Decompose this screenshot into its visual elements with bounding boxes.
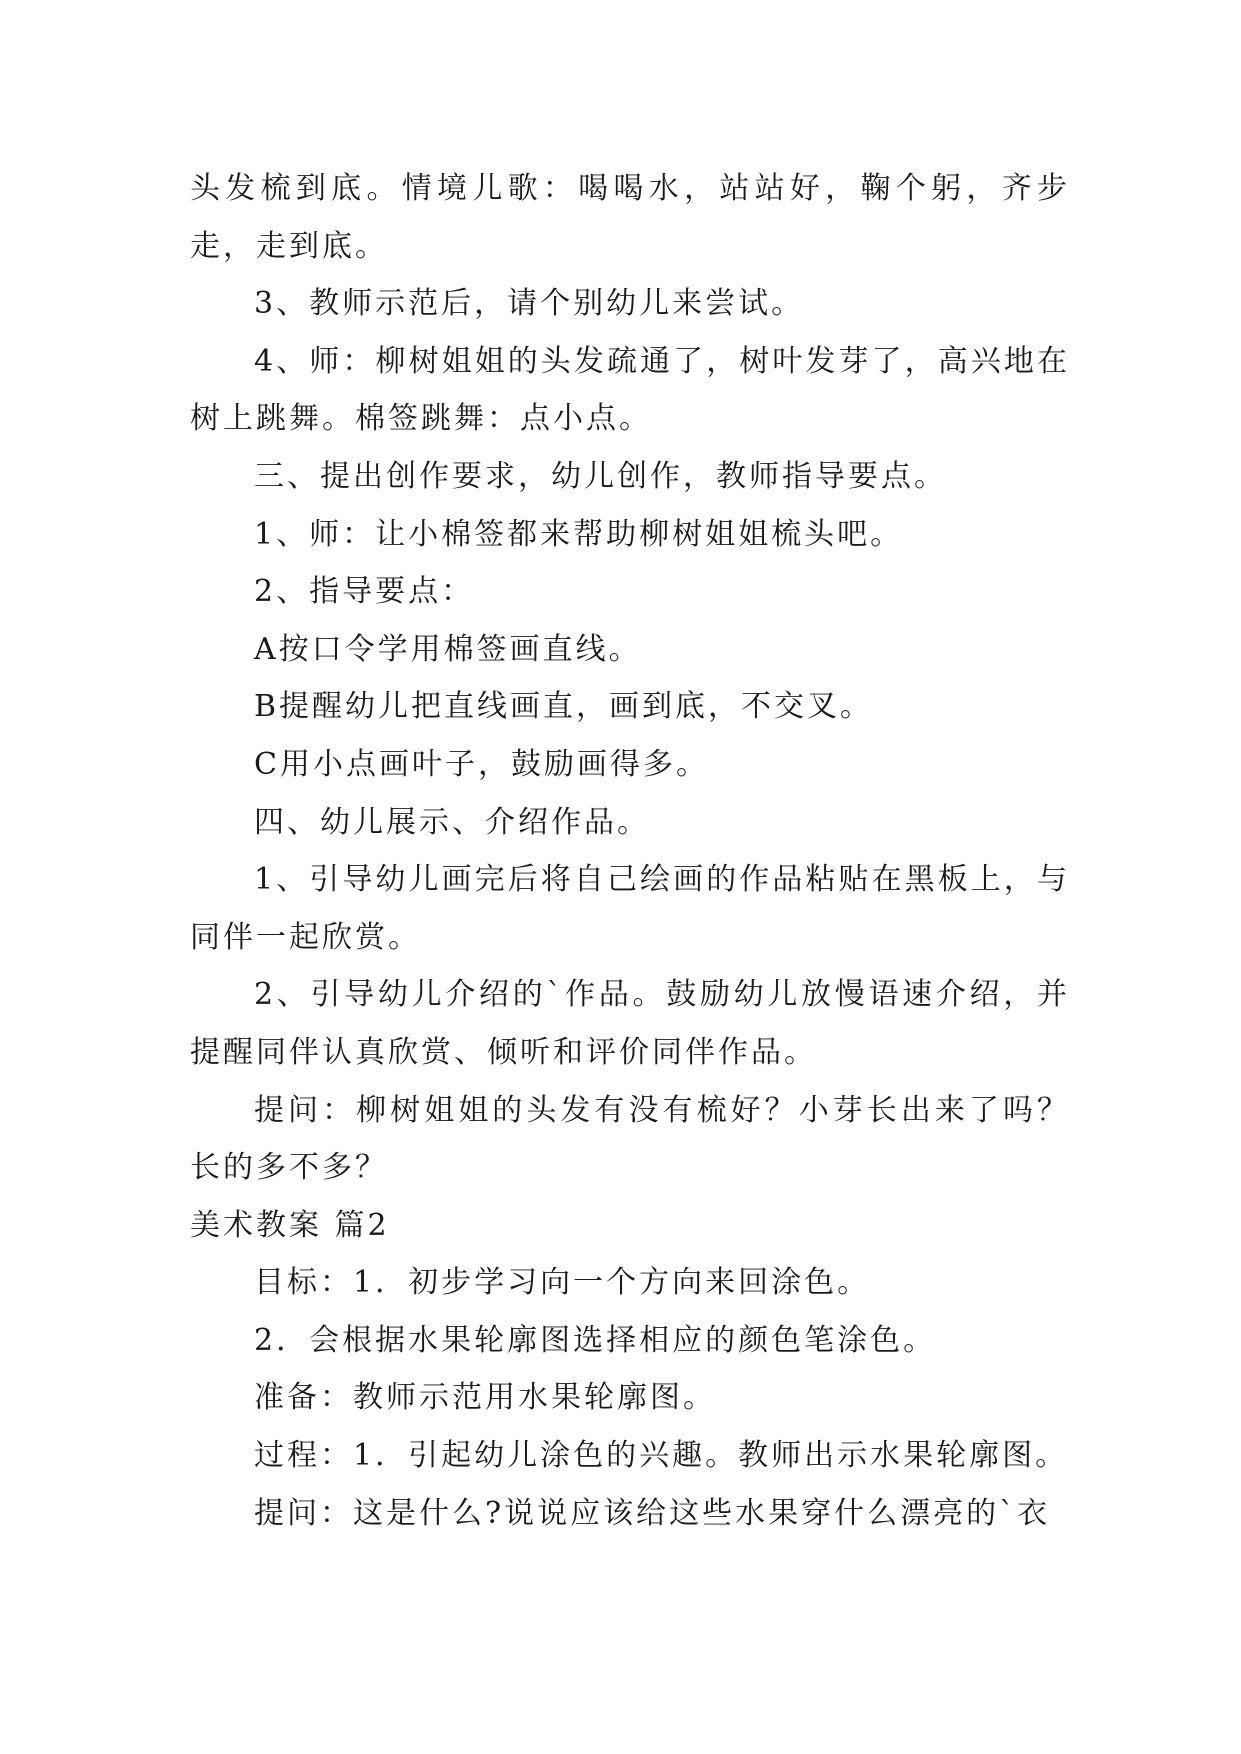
- paragraph: 2、引导幼儿介绍的`作品。鼓励幼儿放慢语速介绍，并提醒同伴认真欣赏、倾听和评价同伴作品。: [190, 977, 1070, 1070]
- paragraph: 三、提出创作要求，幼儿创作，教师指导要点。: [254, 458, 947, 494]
- paragraph: 3、教师示范后，请个别幼儿来尝试。: [254, 286, 805, 322]
- paragraph: 提问：这是什么?说说应该给这些水果穿什么漂亮的`衣: [254, 1495, 1051, 1531]
- paragraph: 四、幼儿展示、介绍作品。: [254, 804, 650, 840]
- paragraph: 目标：1．初步学习向一个方向来回涂色。: [254, 1265, 871, 1301]
- paragraph: B提醒幼儿把直线画直，画到底，不交叉。: [254, 689, 874, 725]
- paragraph: 1、师：让小棉签都来帮助柳树姐姐梳头吧。: [254, 516, 904, 552]
- paragraph: 2．会根据水果轮廓图选择相应的颜色笔涂色。: [254, 1322, 937, 1358]
- paragraph: C用小点画叶子，鼓励画得多。: [254, 746, 709, 782]
- paragraph: 过程：1．引起幼儿涂色的兴趣。教师出示水果轮廓图。: [254, 1438, 1069, 1474]
- paragraph: 4、师：柳树姐姐的头发疏通了，树叶发芽了，高兴地在树上跳舞。棉签跳舞：点小点。: [190, 343, 1070, 437]
- paragraph: 1、引导幼儿画完后将自己绘画的作品粘贴在黑板上，与同伴一起欣赏。: [190, 862, 1070, 955]
- paragraph: 准备：教师示范用水果轮廓图。: [254, 1380, 716, 1416]
- paragraph: 2、指导要点：: [254, 574, 475, 610]
- paragraph: 头发梳到底。情境儿歌：喝喝水，站站好，鞠个躬，齐步走，走到底。: [190, 171, 1070, 264]
- section-heading: 美术教案 篇2: [190, 1207, 390, 1243]
- paragraph: 提问：柳树姐姐的头发有没有梳好？小芽长出来了吗？长的多不多？: [190, 1092, 1070, 1186]
- document-body: [190, 160, 1070, 1542]
- paragraph: A按口令学用棉签画直线。: [254, 631, 642, 667]
